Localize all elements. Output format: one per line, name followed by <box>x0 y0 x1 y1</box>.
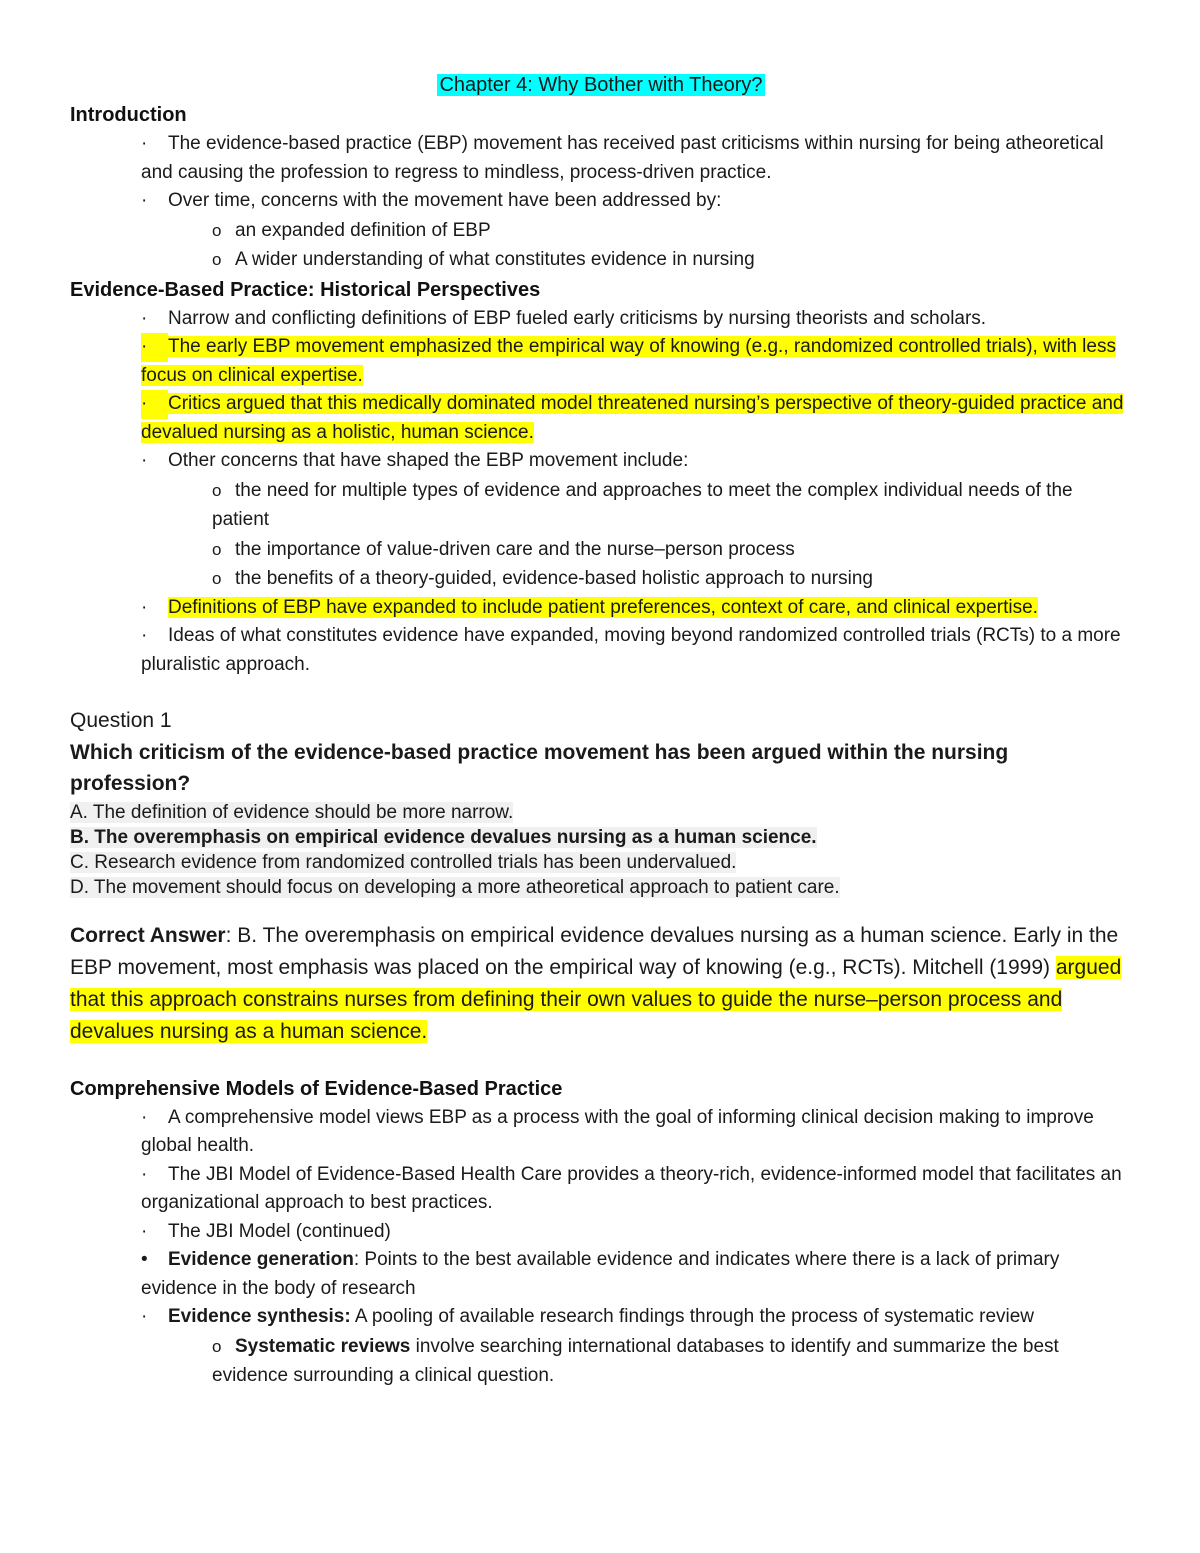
bullet-item: · Evidence synthesis: A pooling of available research findings through the process of systematic review <box>70 1303 1132 1332</box>
circle-bullet-icon: o <box>212 480 222 500</box>
bullet-item: · The evidence-based practice (EBP) movement has received past criticisms within nursing for being atheoretical and causing the profession to regress to mindless, process-driven practice. <box>70 130 1132 187</box>
bullet-dot-icon: · <box>141 596 148 618</box>
bullet-item: · Over time, concerns with the movement have been addressed by: <box>70 187 1132 216</box>
correct-answer-explanation: Correct Answer: B. The overemphasis on empirical evidence devalues nursing as a human science. Early in the EBP movement, most emphasis was placed on the empirical way of knowing (e.g., RCTs). Mitchell (1999) argued that this approach constrains nurses from defining their own values to guide the nurse–person process and devalues nursing as a human science. <box>70 923 1122 1043</box>
section-heading-models: Comprehensive Models of Evidence-Based Practice <box>70 1077 563 1100</box>
bullet-item-highlighted: · The early EBP movement emphasized the empirical way of knowing (e.g., randomized controlled trials), with less focus on clinical expertise. <box>70 333 1132 390</box>
bullet-item: • Evidence generation: Points to the best available evidence and indicates where there is a lack of primary evidence in the body of research <box>70 1246 1132 1303</box>
circle-bullet-icon: o <box>212 250 222 269</box>
sub-bullet-item: o the benefits of a theory-guided, evidence-based holistic approach to nursing <box>70 564 1132 594</box>
sub-bullet-item: o the need for multiple types of evidence and approaches to meet the complex individual needs of the patient <box>70 476 1132 535</box>
bullet-item-highlighted: · Critics argued that this medically dominated model threatened nursing’s perspective of theory-guided practice and devalued nursing as a holistic, human science. <box>70 390 1132 447</box>
bullet-item: · Ideas of what constitutes evidence have expanded, moving beyond randomized controlled trials (RCTs) to a more pluralistic approach. <box>70 622 1132 679</box>
bullet-dot-icon: · <box>141 333 168 362</box>
bullet-dot-icon: · <box>141 390 168 419</box>
bullet-dot-icon: · <box>141 190 148 211</box>
circle-bullet-icon: o <box>212 569 222 588</box>
bullet-dot-icon: · <box>141 1306 148 1327</box>
bullet-item-highlighted: · Definitions of EBP have expanded to include patient preferences, context of care, and clinical expertise. <box>70 594 1132 623</box>
section-heading-historical: Evidence-Based Practice: Historical Perspectives <box>70 278 541 301</box>
bullet-dot-icon: · <box>141 450 148 471</box>
answer-option: C. Research evidence from randomized controlled trials has been undervalued. <box>70 851 737 873</box>
circle-bullet-icon: o <box>212 1336 222 1356</box>
bullet-dot-icon: · <box>141 133 148 154</box>
bullet-item: · The JBI Model (continued) <box>70 1218 1132 1247</box>
answer-option-correct: B. The overemphasis on empirical evidence devalues nursing as a human science. <box>70 826 817 848</box>
section-heading-introduction: Introduction <box>70 104 187 126</box>
document-title: Chapter 4: Why Bother with Theory? <box>439 74 763 96</box>
answer-option: D. The movement should focus on developing a more atheoretical approach to patient care. <box>70 876 840 898</box>
bullet-icon: • <box>141 1249 148 1270</box>
answer-option: A. The definition of evidence should be more narrow. <box>70 801 514 823</box>
bullet-dot-icon: · <box>141 1220 148 1242</box>
bullet-dot-icon: · <box>141 1106 148 1128</box>
document-page <box>70 70 1132 1391</box>
sub-bullet-item: o an expanded definition of EBP <box>70 216 1132 246</box>
question-text: Which criticism of the evidence-based practice movement has been argued within the nursing profession? <box>70 740 1009 795</box>
bullet-dot-icon: · <box>141 1163 148 1185</box>
circle-bullet-icon: o <box>212 220 222 240</box>
sub-bullet-item: o A wider understanding of what constitutes evidence in nursing <box>70 245 1132 275</box>
bullet-dot-icon: · <box>141 307 148 329</box>
question-label: Question 1 <box>70 709 172 732</box>
correct-answer-label: Correct Answer <box>70 923 226 947</box>
bullet-item: · Narrow and conflicting definitions of EBP fueled early criticisms by nursing theorists and scholars. <box>70 305 1132 334</box>
bullet-item: · A comprehensive model views EBP as a process with the goal of informing clinical decision making to improve global health. <box>70 1104 1132 1161</box>
sub-bullet-item: o Systematic reviews involve searching international databases to identify and summarize the best evidence surrounding a clinical question. <box>70 1332 1132 1391</box>
circle-bullet-icon: o <box>212 539 222 559</box>
bullet-dot-icon: · <box>141 625 148 646</box>
bullet-item: · The JBI Model of Evidence-Based Health Care provides a theory-rich, evidence-informed model that facilitates an organizational approach to best practices. <box>70 1161 1132 1218</box>
sub-bullet-item: o the importance of value-driven care and the nurse–person process <box>70 535 1132 565</box>
bullet-item: · Other concerns that have shaped the EBP movement include: <box>70 447 1132 476</box>
